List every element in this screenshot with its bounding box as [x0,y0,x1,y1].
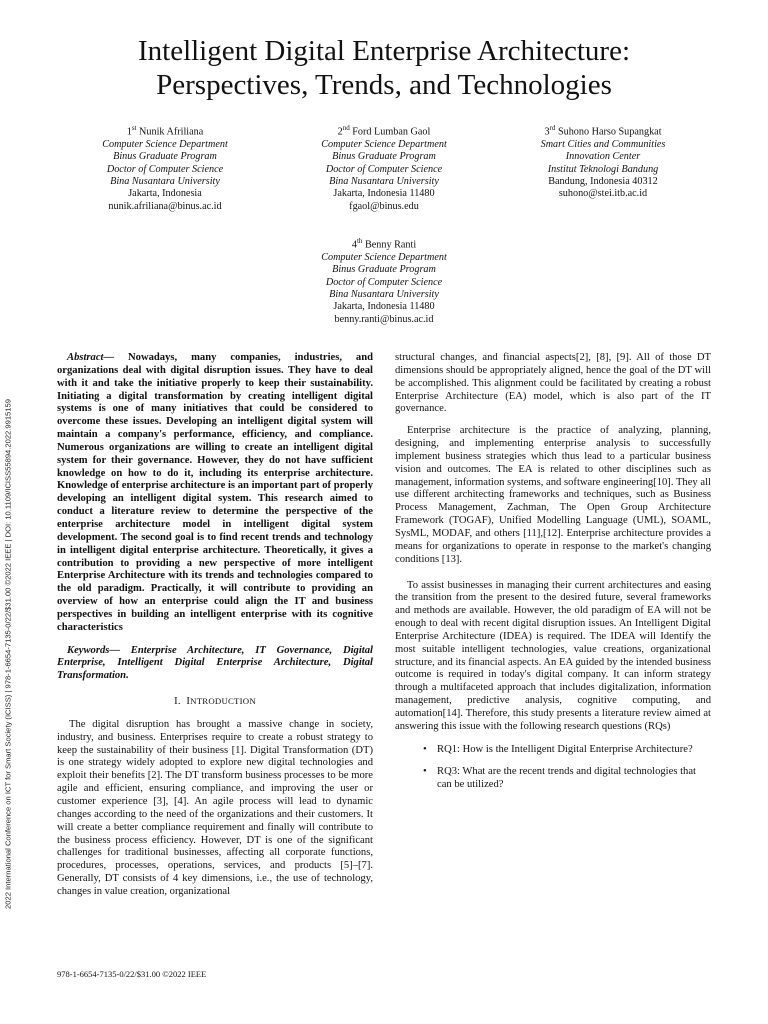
author-name: Suhono Harso Supangkat [557,126,662,138]
abstract-lead: Abstract— [67,352,115,363]
author-block-1: 1st Nunik Afriliana Computer Science Department Binus Graduate Program Doctor of Computer Science Bina Nusantara University Jakarta, Indonesia nunik.afriliana@binus.ac.id [65,122,265,213]
research-question-2: • RQ3: What are the recent trends and digital technologies that can be utilized? [423,766,696,791]
conference-sidebar-text: 2022 International Conference on ICT for Smart Society (ICISS) | 978-1-6654-7135-0/22/$31.00 ©2022 IEEE | DOI: 10.1109/ICISS55894.2022.9915159 [3,398,13,909]
left-column [57,352,373,899]
keywords: Keywords— Enterprise Architecture, IT Governance, Digital Enterprise, Intelligent Digital Enterprise Architecture, Digital Transformation. [57,644,373,682]
paper-title-line-1: Intelligent Digital Enterprise Architecture: [137,35,631,67]
footer-copyright: 978-1-6654-7135-0/22/$31.00 ©2022 IEEE [57,969,207,979]
conference-sidebar [0,355,16,952]
abstract-text: Nowadays, many companies, industries, and organizations deal with digital disruption issues. They have to deal with it and take the initiative properly to keep their sustainability. Initiating a digital transformation by creating intelligent digital systems is one of many initiatives that could be considered to overcome these issues. Developing an intelligent digital system will maintain a company's performance, efficiency, and compliance. Numerous organizations are willing to create an intelligent digital system for their governance. However, they do not have sufficient knowledge on how to do it, including its enterprise architecture. Knowledge of enterprise architecture is an important part of properly developing an intelligent digital system. This research aimed to conduct a literature review to determine the perspective of the enterprise architecture model in intelligent digital system development. The second goal is to find recent trends and technology in intelligent digital enterprise architecture. Theoretically, it gives a contribution to providing a new perspective of more intelligent Enterprise Architecture with its trends and technologies compared to the old paradigm. Practically, it will contribute to providing an overview of how an enterprise could align the IT and business perspectives in building an intelligent enterprise with its cognitive characteristics [57,352,373,633]
author-email: fgaol@binus.edu [349,200,419,212]
author-block-4: 4th Benny Ranti Computer Science Department Binus Graduate Program Doctor of Computer Science Bina Nusantara University Jakarta, Indonesia 11480 benny.ranti@binus.ac.id [284,235,484,326]
author-block-2: 2nd Ford Lumban Gaol Computer Science Department Binus Graduate Program Doctor of Computer Science Bina Nusantara University Jakarta, Indonesia 11480 fgaol@binus.edu [284,122,484,213]
intro-paragraph-1: The digital disruption has brought a massive change in society, industry, and business. Enterprises require to create a robust strategy to keep the sustainability of their business [1]. Digital Transformation (DT) is one strategy widely adopted to explore new digital technologies and exploit their benefits [2]. The DT transform business processes to be more agile and efficient, ensuring compliance, and improving the user or customer experience [3], [4]. An agile process will lead to dynamic changes according to the need of the organizations and their customers. It will create a better compliance requirement and finally will contribute to the business process efficiency. However, DT is one of the significant challenges for traditional businesses, affecting all corporate functions, procedures, processes, operations, services, and products [5]–[7]. Generally, DT consists of 4 key dimensions, i.e., the use of technology, changes in value creation, organizational [57,718,373,897]
author-email: benny.ranti@binus.ac.id [334,313,434,325]
research-question-1: • RQ1: How is the Intelligent Digital Enterprise Architecture? [423,743,693,755]
paper-title-line-2: Perspectives, Trends, and Technologies [156,69,612,101]
intro-paragraph-2: structural changes, and financial aspects[2], [8], [9]. All of those DT dimensions should be appropriately aligned, hence the goal of the DT will be accomplished. This alignment could be facilitated by creating a robust Enterprise Architecture (EA) model, which is also part of the IT governance. [395,352,711,415]
author-name: Ford Lumban Gaol [352,126,431,138]
right-column [395,352,711,792]
author-block-3: 3rd Suhono Harso Supangkat Smart Cities and Communities Innovation Center Institut Teknologi Bandung Bandung, Indonesia 40312 suhono@stei.itb.ac.id [503,122,703,201]
author-email: suhono@stei.itb.ac.id [558,188,648,200]
author-email: nunik.afriliana@binus.ac.id [108,200,222,212]
intro-paragraph-3: Enterprise architecture is the practice of analyzing, planning, designing, and implementing enterprise analysis to successfully implement business strategies which thus lead to a particular business vision and outcomes. The EA is related to other disciplines such as management, information systems, and software engineering[10]. They all use different architecting frameworks and techniques, such as Business Process Management, Zachman, The Open Group Architecture Framework (TOGAF), Unified Modelling Language (UML), SOAML, SysML, MODAF, and others [11],[12]. Enterprise architecture provides a means for organizations to operate in response to the market's changing conditions [13]. [395,425,711,565]
abstract [57,352,373,635]
author-name: Nunik Afriliana [139,126,204,138]
intro-paragraph-4: To assist businesses in managing their current architectures and easing the transition from the present to the desired future, several frameworks and methods are available. However, the old paradigm of EA will not be enough to deal with recent digital disruption issues. An Intelligent Digital Enterprise Architecture (IDEA) is required. The IDEA will Identify the most suitable intelligent technologies, value creations, organizational structure, and its financial aspects. An EA guided by the intended business outcome is required in today's digital company. It can inform strategy through a multifaceted approach that includes digitalization, information management, predictive analysis, cognitive computing, and automation[14]. Therefore, this study presents a literature review aimed at answering this issue with the following research questions (RQs) [395,579,711,732]
section-heading-introduction: I. INTRODUCTION [174,696,256,708]
author-name: Benny Ranti [364,239,417,251]
paper-title [0,34,768,102]
